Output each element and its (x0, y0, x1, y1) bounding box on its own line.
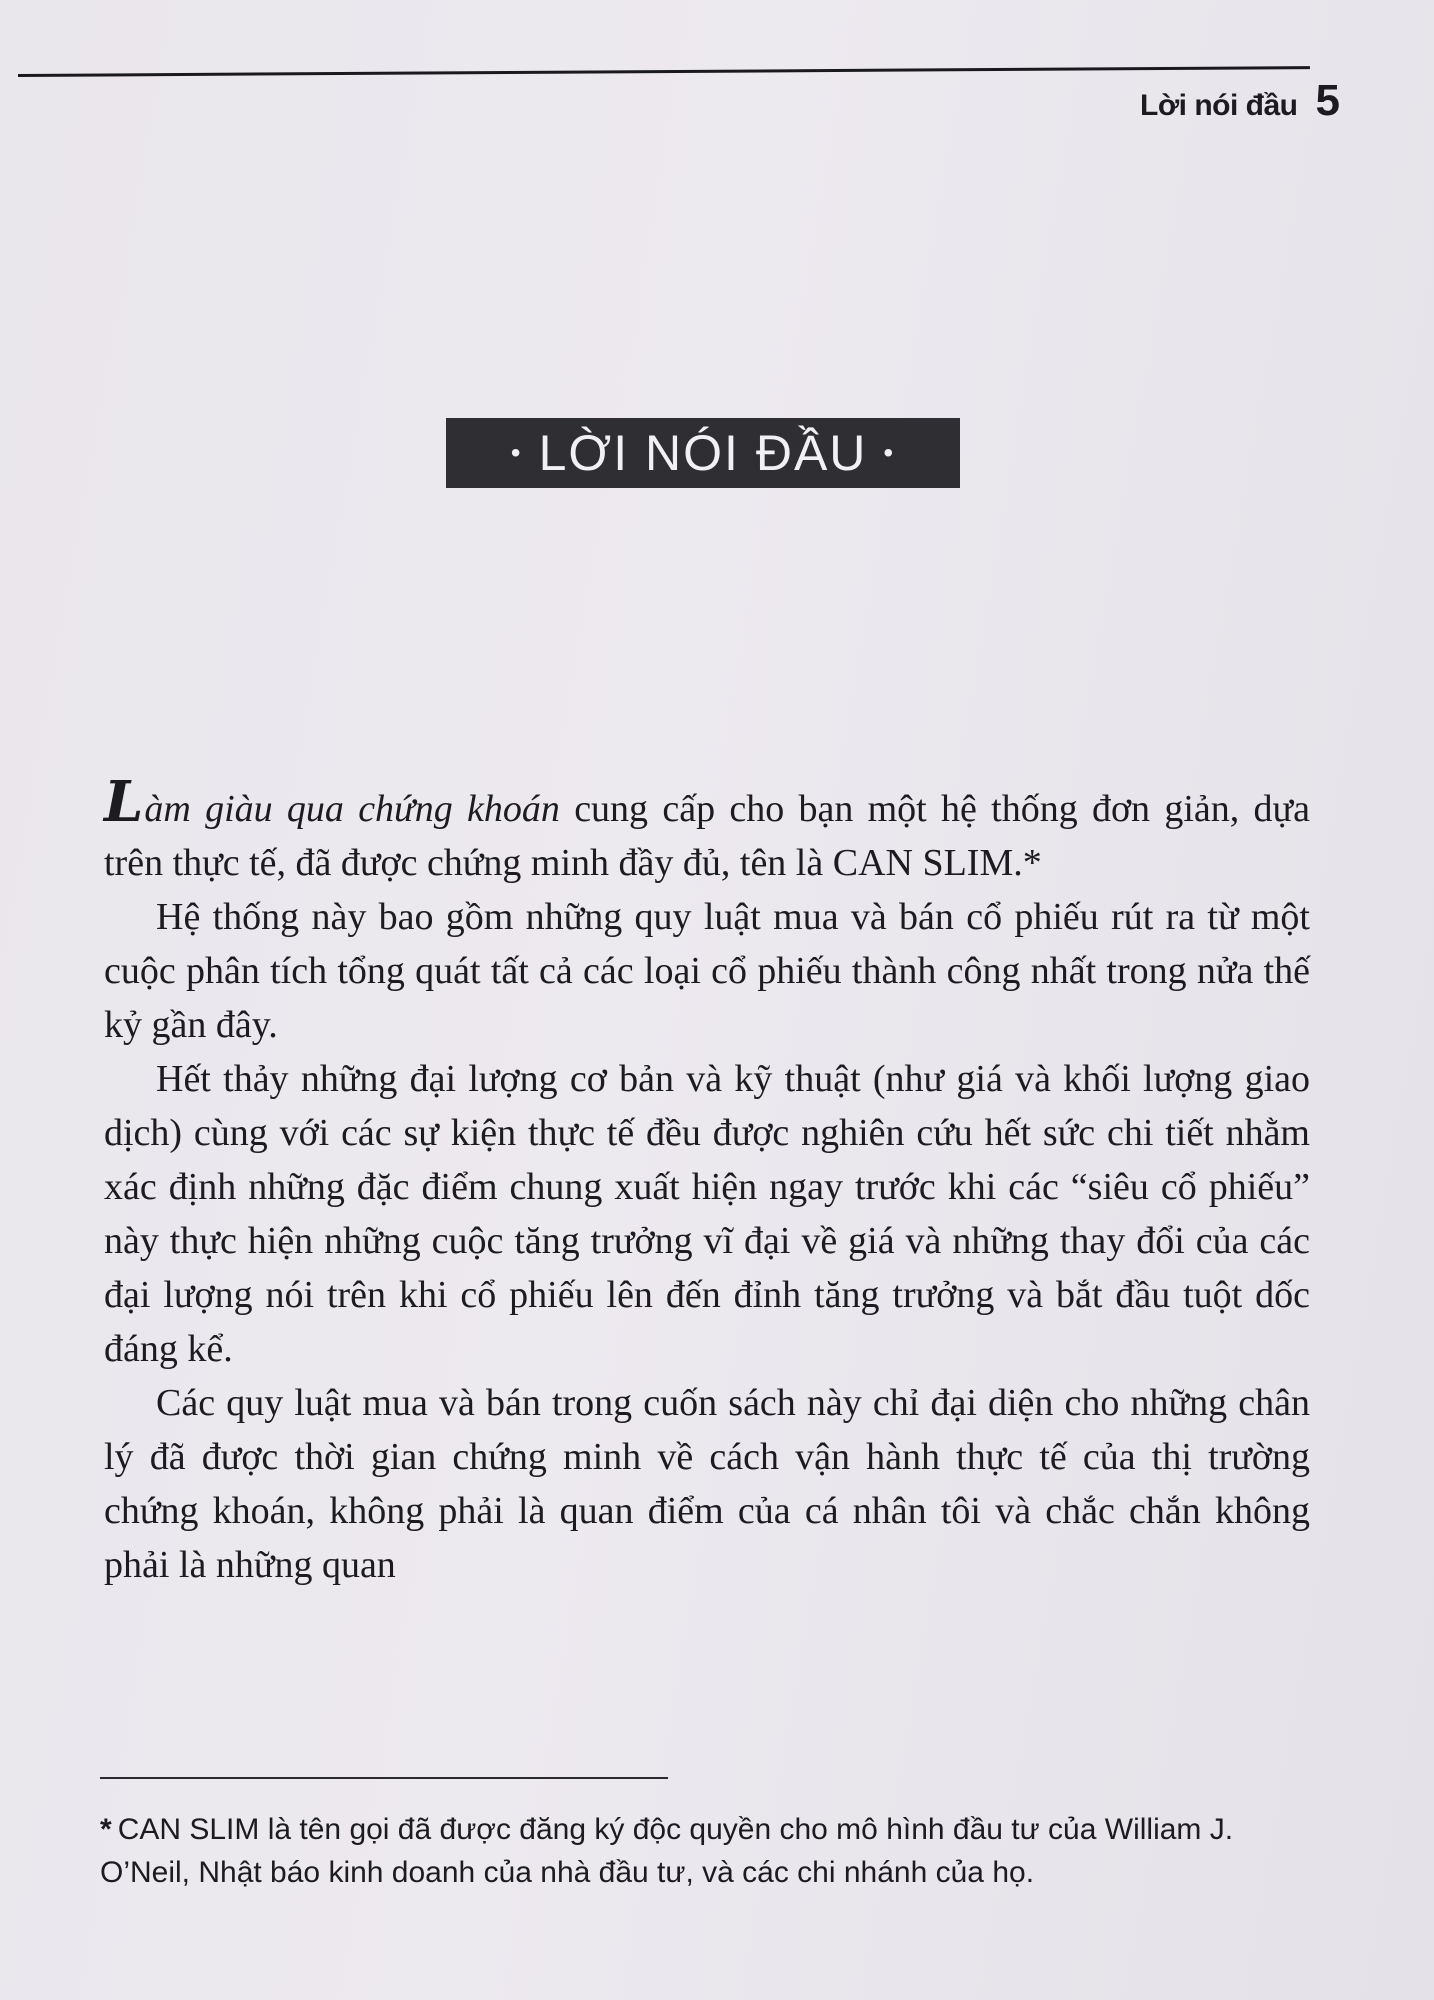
paragraph-1 (104, 769, 1310, 890)
ornament-dot-left: • (510, 437, 523, 468)
chapter-title: LỜI NÓI ĐẦU (538, 425, 868, 481)
header-rule (18, 66, 1310, 77)
footnote-text: CAN SLIM là tên gọi đã được đăng ký độc quyền cho mô hình đầu tư của William J. O’Neil, Nhật báo kinh doanh của nhà đầu tư, và các chi nhánh của họ. (100, 1813, 1234, 1889)
paragraph-1-text: cung cấp cho bạn một hệ thống đơn giản, dựa trên thực tế, đã được chứng minh đầy đủ, tên là CAN SLIM.* (104, 788, 1310, 884)
paragraph-3: Hết thảy những đại lượng cơ bản và kỹ thuật (như giá và khối lượng giao dịch) cùng với các sự kiện thực tế đều được nghiên cứu hết sức chi tiết nhằm xác định những đặc điểm chung xuất hiện ngay trước khi các “siêu cổ phiếu” này thực hiện những cuộc tăng trưởng vĩ đại về giá và những thay đổi của các đại lượng nói trên khi cổ phiếu lên đến đỉnh tăng trưởng và bắt đầu tuột dốc đáng kể. (104, 1058, 1310, 1370)
footnote-rule (100, 1777, 668, 1779)
running-head (1140, 76, 1420, 126)
body-text (104, 769, 1310, 1592)
running-title: Lời nói đầu (1140, 89, 1298, 122)
chapter-title-banner (446, 418, 960, 488)
book-title: àm giàu qua chứng khoán (144, 788, 560, 830)
paragraph-2: Hệ thống này bao gồm những quy luật mua và bán cổ phiếu rút ra từ một cuộc phân tích tổng quát tất cả các loại cổ phiếu thành công nhất trong nửa thế kỷ gần đây. (104, 896, 1310, 1046)
drop-cap: L (104, 769, 144, 835)
paragraph-4: Các quy luật mua và bán trong cuốn sách này chỉ đại diện cho những chân lý đã được thời gian chứng minh về cách vận hành thực tế của thị trường chứng khoán, không phải là quan điểm của cá nhân tôi và chắc chắn không phải là những quan (104, 1382, 1310, 1586)
ornament-dot-right: • (883, 437, 896, 468)
footnote (100, 1808, 1312, 1894)
footnote-mark: * (100, 1813, 112, 1846)
page-number: 5 (1315, 76, 1340, 125)
